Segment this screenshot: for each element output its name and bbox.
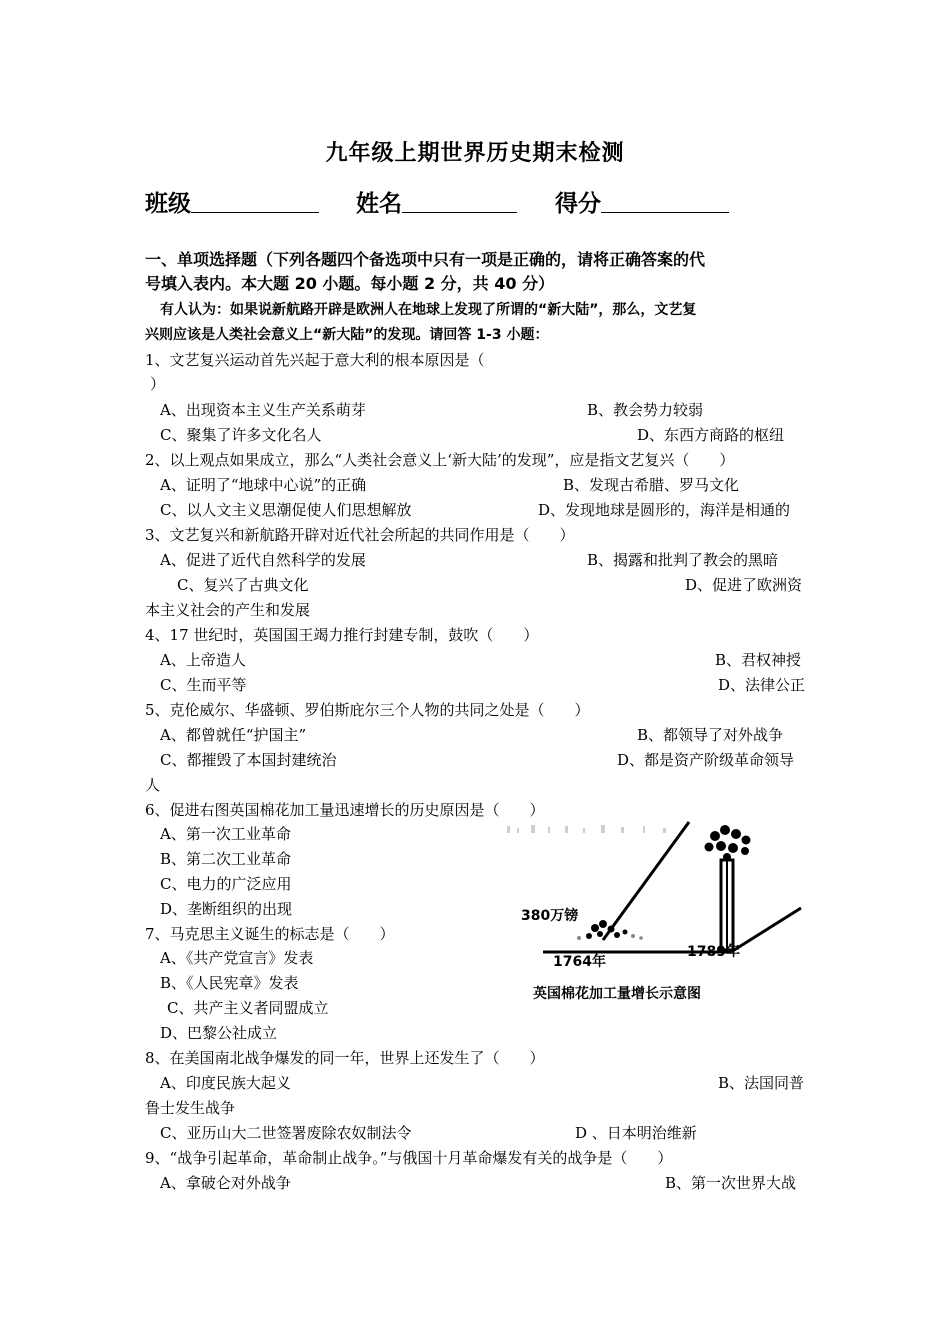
q6-stem: 6、促进右图英国棉花加工量迅速增长的历史原因是（ ） bbox=[145, 801, 545, 819]
ground-slope bbox=[731, 908, 801, 952]
class-blank bbox=[191, 190, 319, 213]
section-heading-line1: 一、单项选择题（下列各题四个备选项中只有一项是正确的，请将正确答案的代 bbox=[145, 250, 706, 269]
score-label: 得分 bbox=[555, 191, 601, 217]
q5-option-c: C、都摧毁了本国封建统治 bbox=[160, 751, 337, 769]
q8-option-a: A、印度民族大起义 bbox=[160, 1074, 291, 1092]
tall-cotton-top bbox=[705, 825, 751, 861]
q9-option-b: B、第一次世界大战 bbox=[665, 1174, 797, 1192]
q7-option-d: D、巴黎公社成立 bbox=[160, 1024, 278, 1042]
q5-option-a: A、都曾就任“护国主” bbox=[160, 726, 307, 744]
q9-stem: 9、“战争引起革命，革命制止战争。”与俄国十月革命爆发有关的战争是（ ） bbox=[145, 1149, 673, 1167]
q3-stem: 3、文艺复兴和新航路开辟对近代社会所起的共同作用是（ ） bbox=[145, 526, 575, 544]
figure-label-year-1789: 1789年 bbox=[687, 944, 740, 960]
q6-option-a: A、第一次工业革命 bbox=[160, 825, 291, 843]
score-field bbox=[555, 185, 729, 218]
q7-option-b: B、《人民宪章》发表 bbox=[160, 974, 299, 992]
q8-option-c: C、亚历山大二世签署废除农奴制法令 bbox=[160, 1124, 412, 1142]
q5-option-d-cont: 人 bbox=[145, 776, 161, 794]
q7-stem: 7、马克思主义诞生的标志是（ ） bbox=[145, 925, 395, 943]
q1-option-c: C、聚集了许多文化名人 bbox=[160, 426, 322, 444]
q6-option-d: D、垄断组织的出现 bbox=[160, 900, 293, 918]
q1-option-a: A、出现资本主义生产关系萌芽 bbox=[160, 401, 366, 419]
intro-line2: 兴则应该是人类社会意义上“新大陆”的发现。请回答 1-3 小题： bbox=[145, 327, 549, 343]
q7-option-c: C、共产主义者同盟成立 bbox=[167, 999, 329, 1017]
section-heading-line2: 号填入表内。本大题 20 小题。每小题 2 分，共 40 分） bbox=[145, 274, 555, 293]
q3-option-a: A、促进了近代自然科学的发展 bbox=[160, 551, 366, 569]
ground-slope-back bbox=[603, 822, 689, 940]
q6-option-b: B、第二次工业革命 bbox=[160, 850, 292, 868]
q4-option-a: A、上帝造人 bbox=[160, 651, 246, 669]
q5-stem: 5、克伦威尔、华盛顿、罗伯斯庇尔三个人物的共同之处是（ ） bbox=[145, 701, 590, 719]
scan-noise bbox=[507, 825, 666, 833]
q8-option-b: B、法国同普 bbox=[718, 1074, 805, 1092]
figure-caption: 英国棉花加工量增长示意图 bbox=[533, 986, 701, 1002]
q4-option-b: B、君权神授 bbox=[715, 651, 802, 669]
intro-line1: 有人认为：如果说新航路开辟是欧洲人在地球上发现了所谓的“新大陆”，那么，文艺复 bbox=[160, 302, 697, 318]
q4-option-d: D、法律公正 bbox=[718, 676, 806, 694]
cotton-growth-figure bbox=[503, 820, 805, 1012]
q9-option-a: A、拿破仑对外战争 bbox=[160, 1174, 291, 1192]
q3-option-d-cont: 本主义社会的产生和发展 bbox=[145, 601, 311, 619]
q2-option-d: D、发现地球是圆形的，海洋是相通的 bbox=[538, 501, 791, 519]
q1-option-b: B、教会势力较弱 bbox=[587, 401, 704, 419]
page-title: 九年级上期世界历史期末检测 bbox=[325, 141, 625, 166]
q2-option-c: C、以人文主义思潮促使人们思想解放 bbox=[160, 501, 412, 519]
q6-option-c: C、电力的广泛应用 bbox=[160, 875, 292, 893]
q3-option-b: B、揭露和批判了教会的黑暗 bbox=[587, 551, 779, 569]
q5-option-d: D、都是资产阶级革命领导 bbox=[617, 751, 795, 769]
q4-stem: 4、17 世纪时，英国国王竭力推行封建专制，鼓吹（ ） bbox=[145, 626, 539, 644]
name-blank bbox=[402, 190, 517, 213]
q5-option-b: B、都领导了对外战争 bbox=[637, 726, 784, 744]
q4-option-c: C、生而平等 bbox=[160, 676, 247, 694]
q3-option-d: D、促进了欧洲资 bbox=[685, 576, 803, 594]
figure-label-year-1764: 1764年 bbox=[553, 954, 606, 970]
q7-option-a: A、《共产党宣言》发表 bbox=[160, 949, 314, 967]
class-label: 班级 bbox=[145, 191, 191, 217]
student-info-fields bbox=[145, 185, 319, 218]
q2-option-b: B、发现古希腊、罗马文化 bbox=[563, 476, 740, 494]
score-blank bbox=[601, 190, 729, 213]
q1-stem-cont: ） bbox=[150, 375, 166, 393]
name-label: 姓名 bbox=[356, 191, 402, 217]
q8-option-d: D 、日本明治维新 bbox=[575, 1124, 697, 1142]
q1-stem: 1、文艺复兴运动首先兴起于意大利的根本原因是（ bbox=[145, 351, 485, 369]
figure-label-amount: 380万镑 bbox=[521, 908, 579, 924]
q1-option-d: D、东西方商路的枢纽 bbox=[637, 426, 785, 444]
q8-option-b-cont: 鲁士发生战争 bbox=[145, 1099, 236, 1117]
q8-stem: 8、在美国南北战争爆发的同一年，世界上还发生了（ ） bbox=[145, 1049, 545, 1067]
q3-option-c: C、复兴了古典文化 bbox=[177, 576, 309, 594]
q2-option-a: A、证明了“地球中心说”的正确 bbox=[160, 476, 367, 494]
q2-stem: 2、以上观点如果成立，那么“人类社会意义上‘新大陆’的发现”，应是指文艺复兴（ ） bbox=[145, 451, 735, 469]
name-field bbox=[356, 185, 517, 218]
